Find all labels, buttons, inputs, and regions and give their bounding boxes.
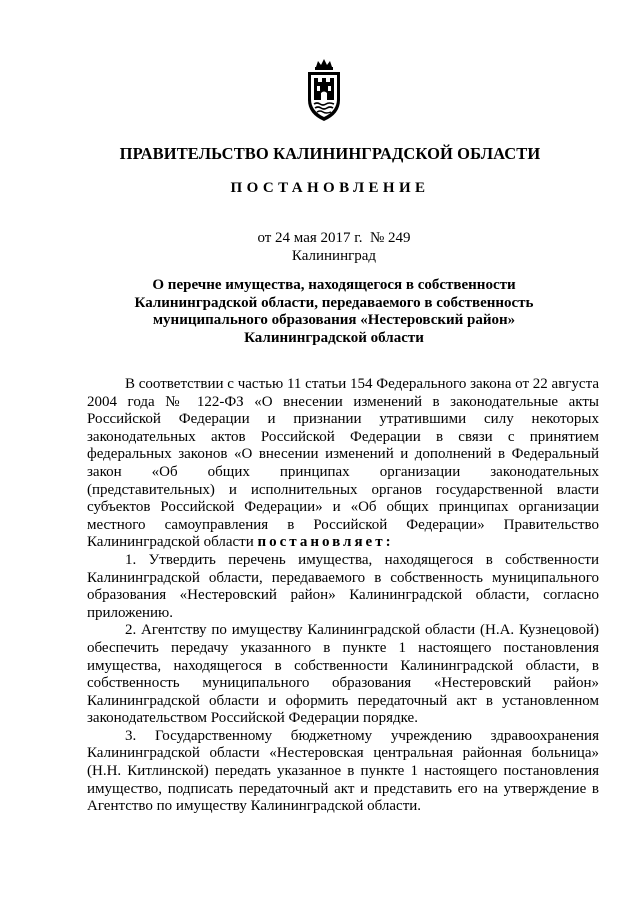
- resolution-title: [64, 277, 604, 347]
- title-line: О перечне имущества, находящегося в собственности: [152, 277, 516, 293]
- title-line: муниципального образования «Нестеровский район»: [152, 312, 516, 329]
- document-type: ПОСТАНОВЛЕНИЕ: [230, 180, 430, 196]
- intro-paragraph: [87, 376, 599, 552]
- intro-text: В соответствии с частью 11 статьи 154 Федерального закона от 22 августа 2004 года № 122-ФЗ «О внесении изменений в законодательные акты Российской Федерации и признании утратившими силу некоторых законодательных актов Российской Федерации в связи с принятием федеральных законов «О внесении изменений и дополнений в Федеральный закон «Об общих принципах организации законодательных (представительных) и исполнительных органов государственной власти субъектов Российской Федерации» и «Об общих принципах организации местного самоуправления в Российской Федерации» Правительство Калининградской области: [87, 376, 599, 551]
- item-2: 2. Агентству по имуществу Калининградской области (Н.А. Кузнецовой) обеспечить передачу указанного в пункте 1 настоящего постановления имущества, находящегося в собственности Калининградской области, в собственность муниципального образования «Нестеровский район» Калининградской области и оформить передаточный акт в установленном законодательством Российской Федерации порядке.: [87, 622, 599, 727]
- item-1: 1. Утвердить перечень имущества, находящегося в собственности Калининградской области, передаваемого в собственность муниципального образования «Нестеровский район» Калининградской области, согласно приложению.: [87, 551, 599, 621]
- date-number: от 24 мая 2017 г. № 249: [257, 230, 411, 246]
- title-line: Калининградской области, передаваемого в собственность: [134, 294, 534, 311]
- document-body: [87, 376, 599, 816]
- item-3: 3. Государственному бюджетному учреждению здравоохранения Калининградской области «Нестеровская центральная районная больница» (Н.Н. Китлинской) передать указанное в пункте 1 настоящего постановления имущество, подписать передаточный акт и представить его на утверждение в Агентство по имуществу Калининградской области.: [87, 727, 599, 815]
- city-name: Калининград: [291, 248, 377, 264]
- title-line: Калининградской области: [244, 329, 424, 346]
- coat-of-arms-icon: [303, 58, 345, 124]
- resolves-word: постановляет:: [257, 534, 394, 551]
- government-name: ПРАВИТЕЛЬСТВО КАЛИНИНГРАДСКОЙ ОБЛАСТИ: [119, 144, 541, 163]
